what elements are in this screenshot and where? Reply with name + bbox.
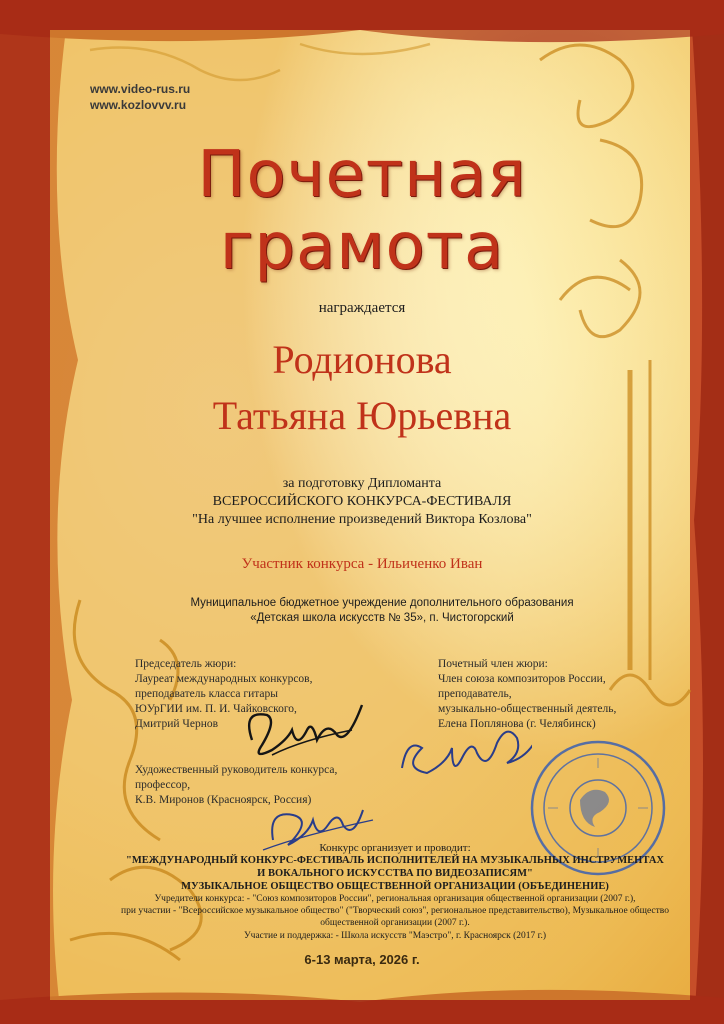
recipient-given-names: Татьяна Юрьевна (212, 393, 512, 438)
signature-chernov (232, 700, 372, 770)
honorary-jury-line: Член союза композиторов России, (438, 673, 606, 685)
reason-line-3: "На лучшее исполнение произведений Виктора Козлова" (192, 512, 532, 527)
honorary-jury-line: музыкально-общественный деятель, (438, 703, 617, 715)
website-link-1: www.video-rus.ru (90, 82, 191, 96)
jury-chair-line: Дмитрий Чернов (135, 718, 219, 730)
honorary-jury-block (438, 657, 638, 732)
honorary-jury-line: преподаватель, (438, 688, 512, 700)
founders-line: Учредители конкурса: - "Союз композиторов России", региональная организация общественной организации (2007 г.), (154, 894, 636, 904)
reason-line-1: за подготовку Дипломанта (282, 476, 442, 491)
certificate-title-line-2: грамота (219, 210, 505, 284)
institution-line-2: «Детская школа искусств № 35», п. Чистогорский (250, 612, 514, 624)
institution-line-1: Муниципальное бюджетное учреждение дополнительного образования (190, 597, 574, 609)
organizer-name-line-2: И ВОКАЛЬНОГО ИСКУССТВА ПО ВИДЕОЗАПИСЯМ" (257, 868, 533, 879)
director-line: Художественный руководитель конкурса, (135, 764, 338, 776)
signature-poplyanova (392, 728, 532, 788)
awarded-label: награждается (318, 300, 406, 316)
jury-chair-line: Председатель жюри: (135, 658, 237, 670)
jury-chair-line: преподаватель класса гитары (135, 688, 278, 700)
jury-chair-line: Лауреат международных конкурсов, (135, 673, 313, 685)
participation-line-cont: общественной организации (2007 г.). (320, 918, 470, 928)
honorary-jury-line: Елена Поплянова (г. Челябинск) (438, 718, 596, 730)
participation-line: при участии - "Всероссийское музыкальное общество" ("Творческий союз", региональное представительство), Музыкальное общество (121, 906, 669, 916)
participant-line: Участник конкурса - Ильиченко Иван (241, 556, 483, 572)
event-dates: 6-13 марта, 2026 г. (304, 952, 420, 967)
organizer-label: Конкурс организует и проводит: (319, 842, 471, 854)
honorary-jury-line: Почетный член жюри: (438, 658, 548, 670)
recipient-surname: Родионова (272, 337, 452, 382)
website-link-2: www.kozlovvv.ru (90, 98, 187, 112)
jury-chair-line: ЮУрГИИ им. П. И. Чайковского, (135, 703, 297, 715)
certificate-title-line-1: Почетная (197, 138, 527, 212)
director-line: К.В. Миронов (Красноярск, Россия) (135, 794, 312, 806)
director-line: профессор, (135, 779, 191, 791)
reason-line-2: ВСЕРОССИЙСКОГО КОНКУРСА-ФЕСТИВАЛЯ (212, 494, 512, 509)
support-line: Участие и поддержка: - Школа искусств "Маэстро", г. Красноярск (2017 г.) (243, 931, 547, 941)
organizer-name-line-3: МУЗЫКАЛЬНОЕ ОБЩЕСТВО ОБЩЕСТВЕННОЙ ОРГАНИЗАЦИИ (ОБЪЕДИНЕНИЕ) (181, 881, 609, 892)
organizer-name-line-1: "МЕЖДУНАРОДНЫЙ КОНКУРС-ФЕСТИВАЛЬ ИСПОЛНИТЕЛЕЙ НА МУЗЫКАЛЬНЫХ ИНСТРУМЕНТАХ (126, 855, 664, 866)
